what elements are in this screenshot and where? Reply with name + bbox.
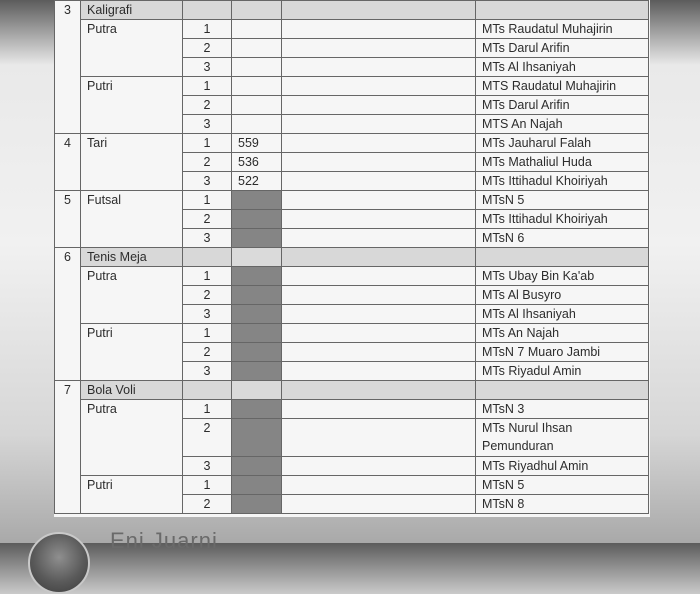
school-name: MTs Al Busyro bbox=[476, 286, 649, 305]
rank: 3 bbox=[183, 115, 232, 134]
rank: 2 bbox=[183, 286, 232, 305]
rank: 1 bbox=[183, 191, 232, 210]
school-name: MTS Raudatul Muhajirin bbox=[476, 77, 649, 96]
event-name: Tari bbox=[81, 134, 183, 153]
rank: 3 bbox=[183, 362, 232, 381]
school-name-line: MTs Nurul Ihsan bbox=[482, 421, 573, 435]
table-row bbox=[55, 96, 649, 115]
section-number: 4 bbox=[55, 134, 81, 153]
school-name: MTs Ittihadul Khoiriyah bbox=[476, 172, 649, 191]
group-label: Putra bbox=[81, 20, 183, 39]
rank: 2 bbox=[183, 210, 232, 229]
table-row bbox=[55, 20, 649, 39]
school-name: MTs Mathaliul Huda bbox=[476, 153, 649, 172]
school-name: MTsN 3 bbox=[476, 400, 649, 419]
table-row bbox=[55, 58, 649, 77]
school-name: MTsN 6 bbox=[476, 229, 649, 248]
post-footer bbox=[0, 520, 700, 553]
group-label: Putri bbox=[81, 77, 183, 96]
score: 536 bbox=[232, 153, 282, 172]
school-name: MTs Jauharul Falah bbox=[476, 134, 649, 153]
event-name: Tenis Meja bbox=[81, 248, 183, 267]
table-row bbox=[55, 324, 649, 343]
section-number: 6 bbox=[55, 248, 81, 267]
score: 559 bbox=[232, 134, 282, 153]
table-row bbox=[55, 115, 649, 134]
school-name: MTs Al Ihsaniyah bbox=[476, 305, 649, 324]
event-name: Futsal bbox=[81, 191, 183, 210]
group-label: Putri bbox=[81, 476, 183, 495]
school-name: MTs Darul Arifin bbox=[476, 39, 649, 58]
table-row bbox=[55, 267, 649, 286]
school-name: MTs Darul Arifin bbox=[476, 96, 649, 115]
table-row bbox=[55, 362, 649, 381]
table-row bbox=[55, 305, 649, 324]
school-name-line: Pemunduran bbox=[482, 439, 554, 453]
table-row bbox=[55, 495, 649, 514]
rank: 3 bbox=[183, 58, 232, 77]
school-name: MTs Raudatul Muhajirin bbox=[476, 20, 649, 39]
table-row bbox=[55, 476, 649, 495]
rank: 2 bbox=[183, 96, 232, 115]
rank: 1 bbox=[183, 267, 232, 286]
table-row bbox=[55, 400, 649, 419]
table-row bbox=[55, 77, 649, 96]
table-row bbox=[55, 457, 649, 476]
table-row bbox=[55, 134, 649, 153]
rank: 3 bbox=[183, 229, 232, 248]
event-name: Bola Voli bbox=[81, 381, 183, 400]
table-row bbox=[55, 153, 649, 172]
school-name: MTs Riyadul Amin bbox=[476, 362, 649, 381]
author-name[interactable]: Eni Juarni bbox=[110, 528, 218, 553]
school-name: MTsN 7 Muaro Jambi bbox=[476, 343, 649, 362]
section-number: 5 bbox=[55, 191, 81, 210]
rank: 1 bbox=[183, 400, 232, 419]
table-row bbox=[55, 1, 649, 20]
rank: 1 bbox=[183, 324, 232, 343]
section-number: 7 bbox=[55, 381, 81, 400]
table-row bbox=[55, 191, 649, 210]
rank: 3 bbox=[183, 457, 232, 476]
avatar[interactable] bbox=[28, 532, 90, 594]
rank: 1 bbox=[183, 134, 232, 153]
group-label: Putra bbox=[81, 400, 183, 419]
results-table bbox=[54, 0, 649, 514]
school-name: MTs Ittihadul Khoiriyah bbox=[476, 210, 649, 229]
table-row bbox=[55, 39, 649, 58]
rank: 2 bbox=[183, 419, 232, 457]
school-name: MTs Ubay Bin Ka'ab bbox=[476, 267, 649, 286]
rank: 2 bbox=[183, 495, 232, 514]
table-row bbox=[55, 210, 649, 229]
section-number: 3 bbox=[55, 1, 81, 20]
table-row bbox=[55, 419, 649, 457]
group-label: Putri bbox=[81, 324, 183, 343]
table-row bbox=[55, 229, 649, 248]
group-label: Putra bbox=[81, 267, 183, 286]
rank: 2 bbox=[183, 39, 232, 58]
school-name: MTs Riyadhul Amin bbox=[476, 457, 649, 476]
rank: 3 bbox=[183, 172, 232, 191]
table-row bbox=[55, 343, 649, 362]
table-row bbox=[55, 381, 649, 400]
school-name: MTs Al Ihsaniyah bbox=[476, 58, 649, 77]
table-row bbox=[55, 286, 649, 305]
rank: 3 bbox=[183, 305, 232, 324]
school-name: MTsN 5 bbox=[476, 191, 649, 210]
table-row bbox=[55, 248, 649, 267]
rank: 2 bbox=[183, 343, 232, 362]
event-name: Kaligrafi bbox=[81, 1, 183, 20]
rank: 1 bbox=[183, 77, 232, 96]
rank: 1 bbox=[183, 476, 232, 495]
table-row bbox=[55, 172, 649, 191]
school-name: MTS An Najah bbox=[476, 115, 649, 134]
rank: 1 bbox=[183, 20, 232, 39]
school-name bbox=[476, 419, 649, 457]
school-name: MTsN 8 bbox=[476, 495, 649, 514]
school-name: MTs An Najah bbox=[476, 324, 649, 343]
school-name: MTsN 5 bbox=[476, 476, 649, 495]
rank: 2 bbox=[183, 153, 232, 172]
score: 522 bbox=[232, 172, 282, 191]
